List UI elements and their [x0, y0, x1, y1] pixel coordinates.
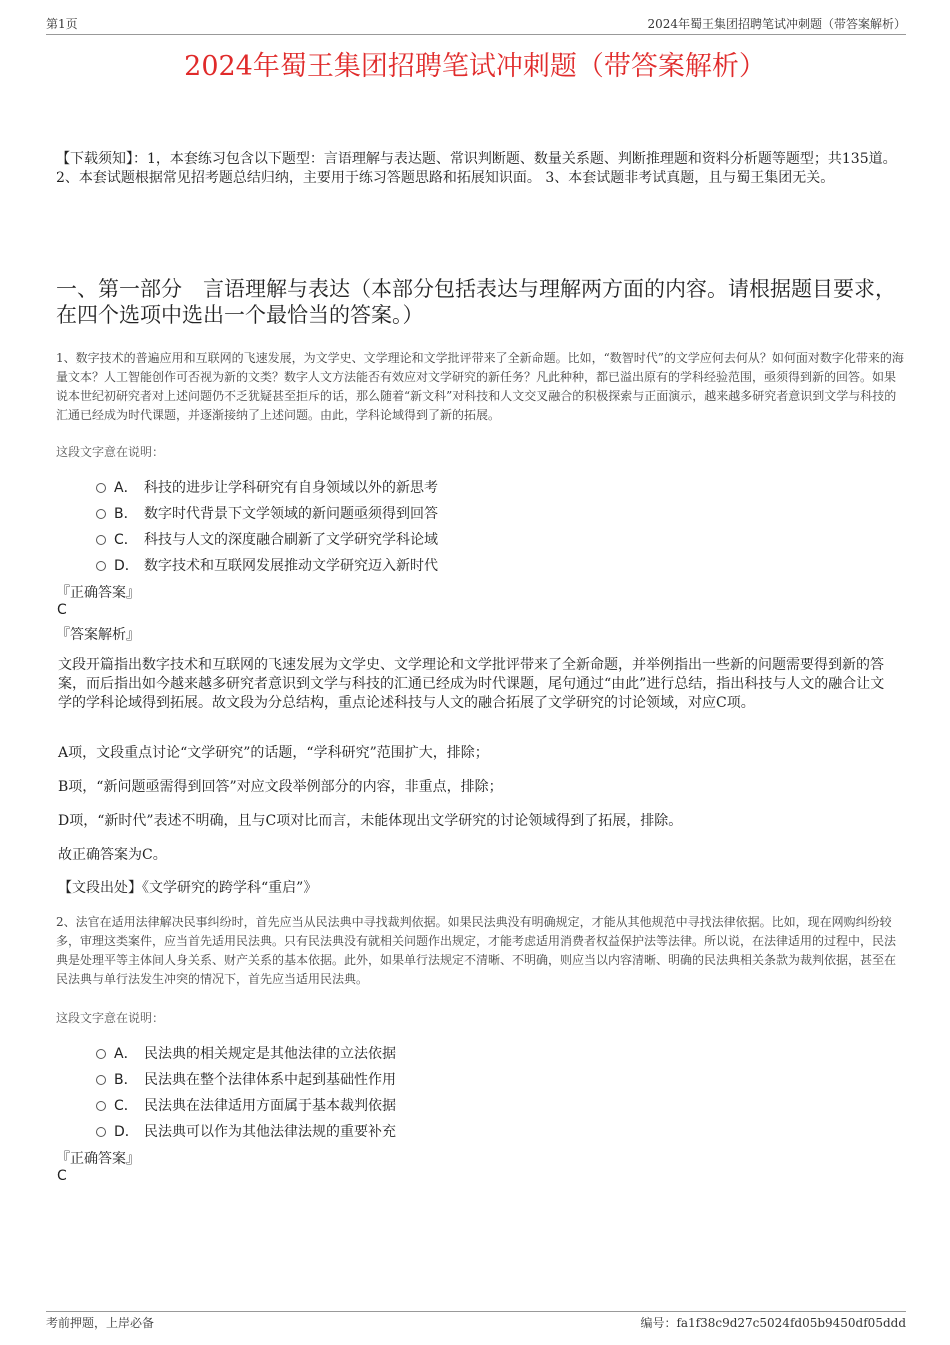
correct-answer-label: 『正确答案』: [56, 1151, 140, 1167]
footer-slogan: 考前押题，上岸必备: [46, 1316, 155, 1330]
radio-icon[interactable]: [96, 1075, 106, 1085]
question-2-text: 2、法官在适用法律解决民事纠纷时，首先应当从民法典中寻找裁判依据。如果民法典没有明确规定，才能从其他规范中寻找法律依据。比如，现在网购纠纷较多，审理这类案件，应当首先适用民法典。只有民法典没有就相关问题作出规定，才能考虑适用消费者权益保护法等法律。所以说，在法律适用的过程中，民法典是处理平等主体间人身关系、财产关系的基本依据。此外，如果单行法规定不清晰、不明确，则应当以内容清晰、明确的民法典相关条款为裁判依据，甚至在民法典与单行法发生冲突的情况下，首先应当适用民法典。: [56, 915, 897, 986]
radio-icon[interactable]: [96, 1127, 106, 1137]
option-text: 民法典在法律适用方面属于基本裁判依据: [144, 1098, 396, 1114]
question-1-option-a-analysis: A项，文段重点讨论“文学研究”的话题，“学科研究”范围扩大，排除；: [58, 745, 489, 761]
question-1-option-d[interactable]: [96, 555, 438, 575]
question-2-hint: 这段文字意在说明：: [56, 1011, 165, 1025]
radio-icon[interactable]: [96, 535, 106, 545]
option-letter: C．: [114, 532, 138, 548]
option-letter: A．: [114, 480, 138, 496]
question-1-option-c[interactable]: [96, 529, 438, 549]
page-number: 第1页: [46, 17, 78, 31]
radio-icon[interactable]: [96, 1101, 106, 1111]
option-letter: C．: [114, 1098, 138, 1114]
question-1-source: 【文段出处】《文学研究的跨学科“重启”》: [58, 880, 318, 896]
analysis-label: 『答案解析』: [56, 627, 140, 643]
question-1-text: 1、数字技术的普遍应用和互联网的飞速发展，为文学史、文学理论和文学批评带来了全新命题。比如，“数智时代”的文学应何去何从？如何面对数字化带来的海量文本？人工智能创作可否视为新的文类？数字人文方法能否有效应对文学研究的新任务？凡此种种，都已溢出原有的学科经验范围，亟须得到新的回答。如果说本世纪初研究者对上述问题仍不乏犹疑甚至拒斥的话，那么随着“新文科”对科技和人文交叉融合的积极探索与正面演示，越来越多研究者意识到文学与科技的汇通已经成为时代课题，并逐渐接纳了上述问题。由此，学科论域得到了新的拓展。: [56, 351, 904, 422]
question-2-option-b[interactable]: [96, 1069, 396, 1089]
download-notice: 【下载须知】：1，本套练习包含以下题型：言语理解与表达题、常识判断题、数量关系题、判断推理题和资料分析题等题型；共135道。 2、本套试题根据常见招考题总结归纳，主要用于练习答题思路和拓展知识面。 3、本套试题非考试真题，且与蜀王集团无关。: [56, 151, 897, 186]
question-1-hint: 这段文字意在说明：: [56, 445, 165, 459]
question-2-option-d[interactable]: [96, 1121, 396, 1141]
footer-divider: [46, 1311, 906, 1312]
header-doc-title: 2024年蜀王集团招聘笔试冲刺题（带答案解析）: [647, 17, 906, 31]
option-text: 数字时代背景下文学领域的新问题亟须得到回答: [144, 506, 438, 522]
question-1-option-b-analysis: B项，“新问题亟需得到回答”对应文段举例部分的内容，非重点，排除；: [58, 779, 503, 795]
option-letter: D．: [114, 1124, 139, 1140]
page-title: 2024年蜀王集团招聘笔试冲刺题（带答案解析）: [184, 51, 766, 82]
question-2-option-c[interactable]: [96, 1095, 396, 1115]
option-text: 科技的进步让学科研究有自身领域以外的新思考: [144, 480, 438, 496]
radio-icon[interactable]: [96, 509, 106, 519]
question-1-option-b[interactable]: [96, 503, 438, 523]
question-1-analysis: 文段开篇指出数字技术和互联网的飞速发展为文学史、文学理论和文学批评带来了全新命题，并举例指出一些新的问题需要得到新的答案，而后指出如今越来越多研究者意识到文学与科技的汇通已经成为时代课题，尾句通过“由此”进行总结，指出科技与人文的融合让文学的学科论域得到拓展。故文段为分总结构，重点论述科技与人文的融合拓展了文学研究的讨论领域，对应C项。: [58, 657, 885, 711]
option-text: 民法典在整个法律体系中起到基础性作用: [144, 1072, 396, 1088]
question-2-answer: C: [57, 1168, 67, 1184]
footer-document-code: 编号：fa1f38c9d27c5024fd05b9450df05ddd: [640, 1316, 906, 1330]
radio-icon[interactable]: [96, 1049, 106, 1059]
option-text: 民法典的相关规定是其他法律的立法依据: [144, 1046, 396, 1062]
option-text: 科技与人文的深度融合刷新了文学研究学科论域: [144, 532, 438, 548]
radio-icon[interactable]: [96, 483, 106, 493]
question-2-option-a[interactable]: [96, 1043, 396, 1063]
question-1-answer: C: [57, 602, 67, 618]
option-letter: B．: [114, 1072, 138, 1088]
section-title: 一、第一部分 言语理解与表达（本部分包括表达与理解两方面的内容。请根据题目要求，在四个选项中选出一个最恰当的答案。）: [56, 277, 896, 327]
question-1-option-d-analysis: D项，“新时代”表述不明确，且与C项对比而言，未能体现出文学研究的讨论领域得到了拓展，排除。: [58, 813, 683, 829]
correct-answer-label: 『正确答案』: [56, 585, 140, 601]
option-letter: D．: [114, 558, 139, 574]
question-1-conclusion: 故正确答案为C。: [58, 847, 167, 863]
option-text: 数字技术和互联网发展推动文学研究迈入新时代: [144, 558, 438, 574]
option-text: 民法典可以作为其他法律法规的重要补充: [144, 1124, 396, 1140]
header-divider: [46, 34, 906, 35]
question-1-option-a[interactable]: [96, 477, 438, 497]
radio-icon[interactable]: [96, 561, 106, 571]
option-letter: A．: [114, 1046, 138, 1062]
option-letter: B．: [114, 506, 138, 522]
